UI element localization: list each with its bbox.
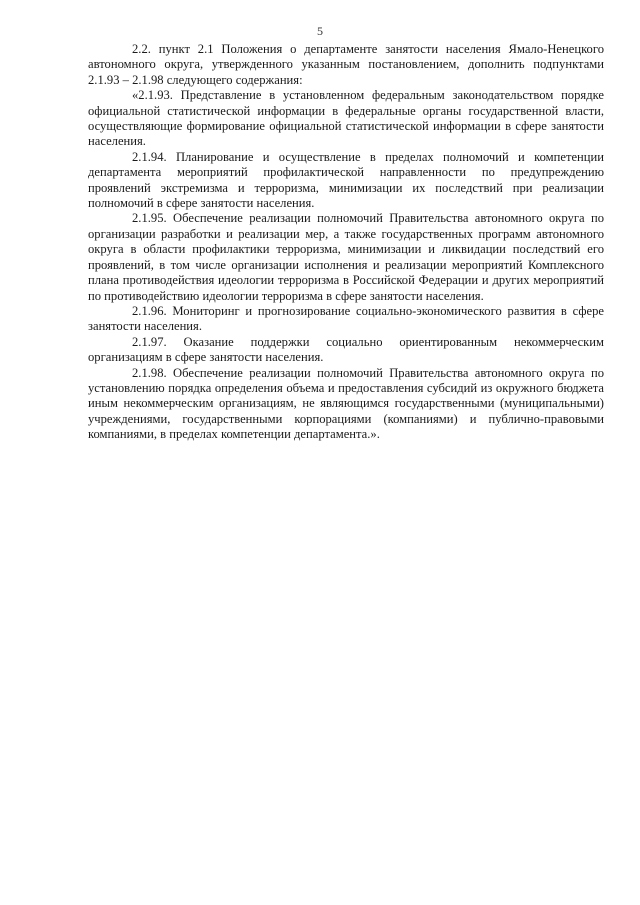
page-number: 5 xyxy=(317,24,323,38)
paragraph-2-1-93: «2.1.93. Представление в установленном федеральным законодательством порядке официальной статистической информации в федеральные органы государственной власти, осуществляющие формирование официальной статистической информации в сфере занятости населения. xyxy=(88,88,604,149)
document-body xyxy=(88,42,604,443)
paragraph-2-2: 2.2. пункт 2.1 Положения о департаменте занятости населения Ямало-Ненецкого автономного округа, утвержденного указанным постановлением, дополнить подпунктами 2.1.93 – 2.1.98 следующего содержания: xyxy=(88,42,604,87)
paragraph-2-1-98: 2.1.98. Обеспечение реализации полномочий Правительства автономного округа по установлению порядка определения объема и предоставления субсидий из окружного бюджета иным некоммерческим организациям, не являющимся государственными (муниципальными) учреждениями, государственными корпорациями (компаниями) и публично-правовыми компаниями, в пределах компетенции департамента.». xyxy=(88,365,604,442)
paragraph-2-1-97: 2.1.97. Оказание поддержки социально ориентированным некоммерческим организациям в сфере занятости населения. xyxy=(88,334,604,365)
paragraph-2-1-95: 2.1.95. Обеспечение реализации полномочий Правительства автономного округа по организации разработки и реализации мер, а также государственных программ автономного округа в области профилактики терроризма, минимизации и ликвидации последствий его проявлений, в том числе организации исполнения и реализации мероприятий Комплексного плана противодействия идеологии терроризма в Российской Федерации и других мероприятий по противодействию идеологии терроризма в сфере занятости населения. xyxy=(88,211,604,303)
paragraph-2-1-94: 2.1.94. Планирование и осуществление в пределах полномочий и компетенции департамента мероприятий профилактической направленности по предупреждению проявлений экстремизма и терроризма, минимизации их последствий при реализации полномочий в сфере занятости населения. xyxy=(88,149,604,211)
paragraph-2-1-96: 2.1.96. Мониторинг и прогнозирование социально-экономического развития в сфере занятости населения. xyxy=(88,303,604,334)
